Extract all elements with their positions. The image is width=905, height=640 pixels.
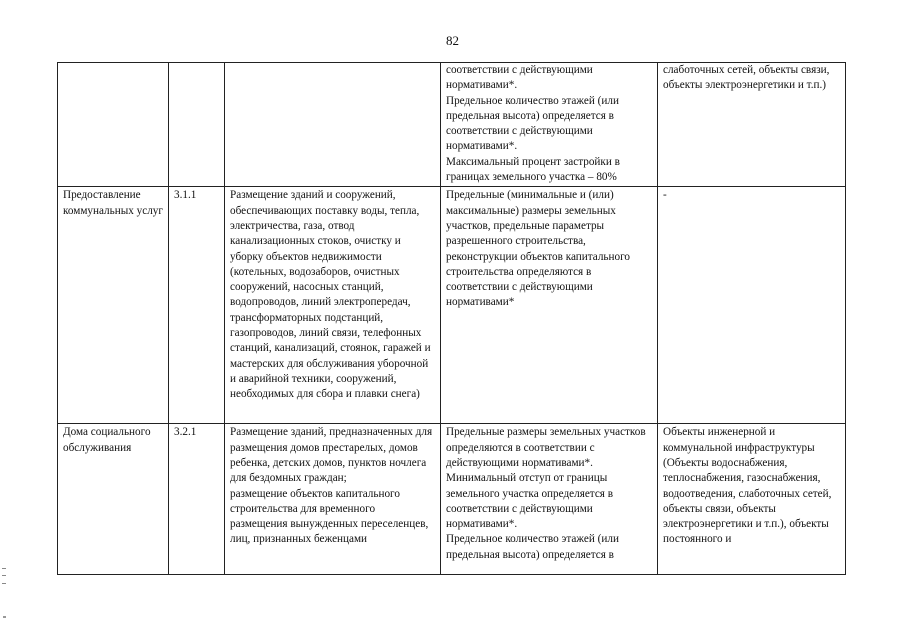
paragraph-line: размещение объектов капитального строительства для временного размещения вынужденных переселенцев, лиц, признанных беженцами xyxy=(230,487,429,546)
table-row xyxy=(58,187,846,424)
paragraph-line: соответствии с действующими нормативами*. xyxy=(446,64,593,92)
construction-parameters-cell: Предельные (минимальные и (или) максимальные) размеры земельных участков, предельные параметры разрешенного строительства, реконструкции объектов капитального строительства определяются в соответствии с действующими нормативами* xyxy=(441,187,658,424)
use-description-cell xyxy=(225,63,441,187)
paragraph-line: Предельные размеры земельных участков определяются в соответствии с действующими нормативами*. xyxy=(446,426,646,469)
page-number: 82 xyxy=(446,33,459,48)
table-row xyxy=(58,63,846,187)
table-row xyxy=(58,424,846,575)
use-type-name-cell: Дома социального обслуживания xyxy=(58,424,169,575)
use-type-code-cell xyxy=(169,63,225,187)
construction-parameters-cell xyxy=(441,63,658,187)
zoning-regulations-table xyxy=(57,62,846,575)
restrictions-cell: - xyxy=(658,187,846,424)
use-type-code-cell: 3.1.1 xyxy=(169,187,225,424)
paragraph-line: Минимальный отступ от границы земельного участка определяется в соответствии с действующими нормативами*. xyxy=(446,472,614,531)
restrictions-cell: слаботочных сетей, объекты связи, объекты электроэнергетики и т.п.) xyxy=(658,63,846,187)
scan-edge-mark xyxy=(2,568,6,584)
use-description-cell: Размещение зданий и сооружений, обеспечивающих поставку воды, тепла, электричества, газа, отвод канализационных стоков, очистку и уборку объектов недвижимости (котельных, водозаборов, очистных сооружений, насосных станций, водопроводов, линий электропередач, трансформаторных подстанций, газопроводов, линий связи, телефонных станций, канализаций, стоянок, гаражей и мастерских для обслуживания уборочной и аварийной техники, сооружений, необходимых для сбора и плавки снега) xyxy=(225,187,441,424)
use-type-name-cell xyxy=(58,63,169,187)
use-type-code-cell: 3.2.1 xyxy=(169,424,225,575)
use-type-name-cell: Предоставление коммунальных услуг xyxy=(58,187,169,424)
paragraph-line: Размещение зданий, предназначенных для размещения домов престарелых, домов ребенка, детских домов, пунктов ночлега для бездомных граждан; xyxy=(230,426,433,485)
scan-edge-dot xyxy=(3,616,6,618)
paragraph-line: Предельное количество этажей (или предельная высота) определяется в соответствии с действующими нормативами*. xyxy=(446,94,619,153)
paragraph-line: Максимальный процент застройки в границах земельного участка – 80% xyxy=(446,155,620,184)
use-description-cell xyxy=(225,424,441,575)
paragraph-line: Предельное количество этажей (или предельная высота) определяется в xyxy=(446,533,619,561)
construction-parameters-cell xyxy=(441,424,658,575)
restrictions-cell: Объекты инженерной и коммунальной инфраструктуры (Объекты водоснабжения, теплоснабжения, газоснабжения, водоотведения, слаботочных сетей, объекты связи, объекты электроэнергетики и т.п.), объекты постоянного и xyxy=(658,424,846,575)
